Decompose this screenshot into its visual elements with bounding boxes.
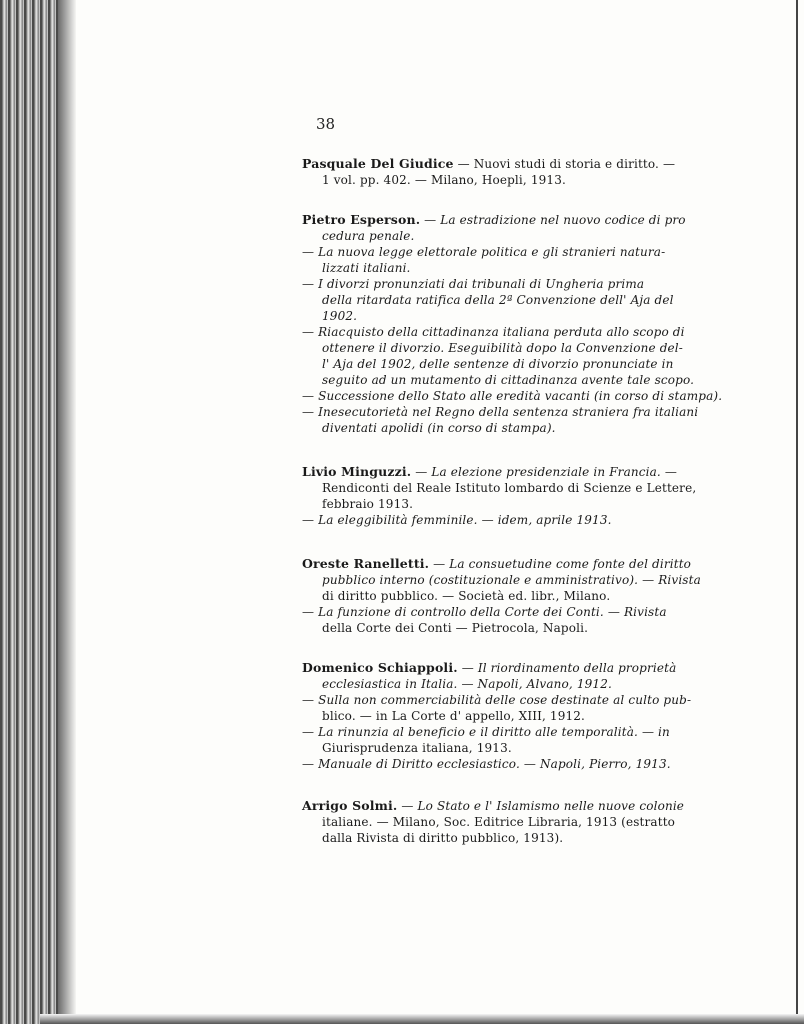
bibliography-entry	[302, 556, 701, 636]
book-gutter	[0, 0, 58, 1024]
entry-first-line	[302, 464, 687, 480]
entry-line: 1 vol. pp. 402. — Milano, Hoepli, 1913.	[322, 173, 566, 187]
author-name: Pietro Esperson.	[302, 212, 421, 227]
entry-first-line	[302, 798, 687, 814]
list-item-cont: della Corte dei Conti — Pietrocola, Napoli.	[322, 621, 589, 635]
list-item: — Inesecutorietà nel Regno della sentenza straniera fra italiani	[302, 405, 699, 419]
list-item-cont: seguito ad un mutamento di cittadinanza avente tale scopo.	[322, 373, 695, 387]
entry-line: Rendiconti del Reale Istituto lombardo di Scienze e Lettere,	[322, 481, 697, 495]
list-item-cont: l' Aja del 1902, delle sentenze di divorzio pronunciate in	[322, 357, 674, 371]
list-item: — Manuale di Diritto ecclesiastico. — Napoli, Pierro, 1913.	[302, 757, 671, 771]
list-item-cont: della ritardata ratifica della 2ª Convenzione dell' Aja del	[322, 293, 674, 307]
page-edge-bottom	[40, 1014, 804, 1024]
entry-first-line	[302, 660, 687, 676]
entry-line: cedura penale.	[322, 229, 415, 243]
entry-line: di diritto pubblico. — Società ed. libr., Milano.	[322, 589, 611, 603]
bibliography-entry	[302, 464, 697, 528]
title-text: — Lo Stato e l' Islamismo nelle nuove colonie	[397, 799, 685, 813]
author-name: Oreste Ranelletti.	[302, 556, 430, 571]
list-item: — La eleggibilità femminile. — idem, aprile 1913.	[302, 513, 612, 527]
author-name: Arrigo Solmi.	[302, 798, 398, 813]
list-item-cont: blico. — in La Corte d' appello, XIII, 1912.	[322, 709, 586, 723]
entry-line: pubblico interno (costituzionale e amministrativo). — Rivista	[322, 573, 701, 587]
author-name: Pasquale Del Giudice	[302, 156, 454, 171]
list-item: — La rinunzia al beneficio e il diritto alle temporalità. — in	[302, 725, 670, 739]
title-text: — Il riordinamento della proprietà	[457, 661, 677, 675]
bibliography-entry	[302, 660, 692, 772]
list-item: — I divorzi pronunziati dai tribunali di Ungheria prima	[302, 277, 645, 291]
entry-line: italiane. — Milano, Soc. Editrice Libraria, 1913 (estratto	[322, 815, 676, 829]
list-item: — Riacquisto della cittadinanza italiana perduta allo scopo di	[302, 325, 685, 339]
title-text: — La estradizione nel nuovo codice di pro	[420, 213, 686, 227]
bibliography-entry	[302, 212, 723, 436]
title-text: — Nuovi studi di storia e diritto. —	[453, 157, 676, 171]
list-item-cont: lizzati italiani.	[322, 261, 411, 275]
list-item-cont: ottenere il divorzio. Eseguibilità dopo la Convenzione del-	[322, 341, 683, 355]
author-name: Domenico Schiappoli.	[302, 660, 458, 675]
list-item-cont: Giurisprudenza italiana, 1913.	[322, 741, 512, 755]
entry-line: febbraio 1913.	[322, 497, 414, 511]
page-number: 38	[316, 115, 336, 133]
list-item: — La nuova legge elettorale politica e gli stranieri natura-	[302, 245, 666, 259]
list-item-cont: 1902.	[322, 309, 358, 323]
page-edge-right	[796, 0, 798, 1024]
list-item: — Successione dello Stato alle eredità vacanti (in corso di stampa).	[302, 389, 723, 403]
entry-first-line	[302, 212, 687, 228]
list-item: — Sulla non commerciabilità delle cose destinate al culto pub-	[302, 693, 692, 707]
bibliography-entry	[302, 156, 687, 188]
entry-line: ecclesiastica in Italia. — Napoli, Alvano, 1912.	[322, 677, 612, 691]
list-item: — La funzione di controllo della Corte dei Conti. — Rivista	[302, 605, 667, 619]
entry-first-line	[302, 156, 687, 172]
entry-first-line	[302, 556, 692, 572]
title-text: — La consuetudine come fonte del diritto	[429, 557, 692, 571]
bibliography-entry	[302, 798, 687, 846]
author-name: Livio Minguzzi.	[302, 464, 412, 479]
list-item-cont: diventati apolidi (in corso di stampa).	[322, 421, 556, 435]
gutter-shadow	[58, 0, 76, 1024]
title-text: — La elezione presidenziale in Francia. —	[411, 465, 677, 479]
entry-line: dalla Rivista di diritto pubblico, 1913).	[322, 831, 564, 845]
